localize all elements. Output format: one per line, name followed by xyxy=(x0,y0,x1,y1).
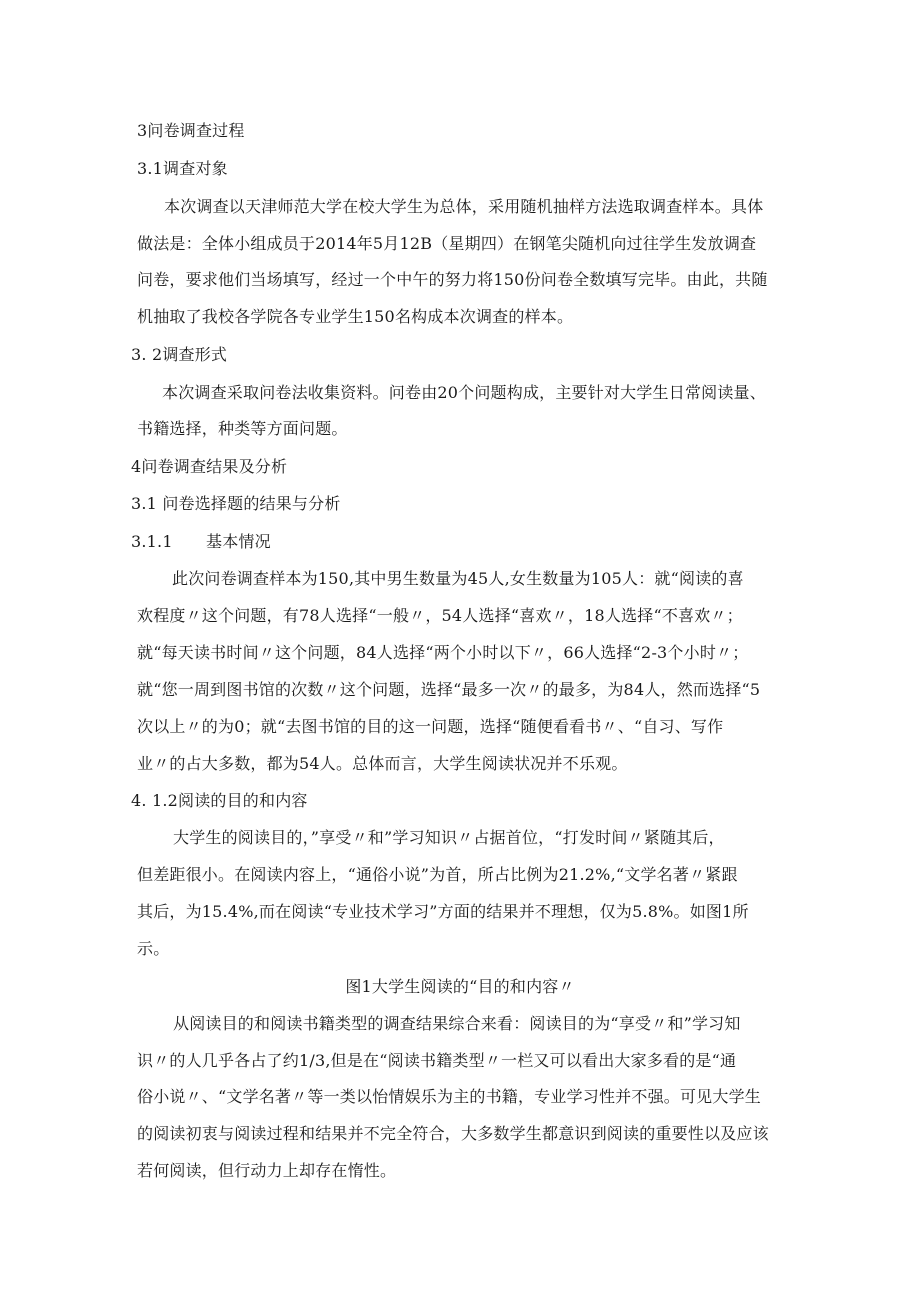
section-3-heading: 3问卷调查过程 xyxy=(137,121,245,140)
paragraph-line: 其后，为15.4%,而在阅读“专业技术学习”方面的结果并不理想，仅为5.8%。如图1所 xyxy=(137,902,749,921)
figure-caption: 图1大学生阅读的“目的和内容〃 xyxy=(345,977,575,996)
paragraph-line: 就“您一周到图书馆的次数〃这个问题，选择“最多一次〃的最多，为84人，然而选择“5 xyxy=(137,680,761,699)
section-4-heading: 4问卷调查结果及分析 xyxy=(131,457,288,476)
paragraph-line: 就“每天读书时间〃这个问题，84人选择“两个小时以下〃，66人选择“2-3个小时〃； xyxy=(137,643,749,662)
paragraph-line: 业〃的占大多数，都为54人。总体而言，大学生阅读状况并不乐观。 xyxy=(137,754,628,773)
paragraph-line: 做法是：全体小组成员于2014年5月12B（星期四）在钢笔尖随机向过往学生发放调查 xyxy=(137,234,757,253)
section-3-2-heading: 3. 2调查形式 xyxy=(131,345,228,364)
paragraph-line: 若何阅读，但行动力上却存在惰性。 xyxy=(137,1161,397,1180)
paragraph-line: 但差距很小。在阅读内容上，“通俗小说”为首，所占比例为21.2%,“文学名著〃紧跟 xyxy=(137,865,738,884)
section-4-1-1-number: 3.1.1 xyxy=(131,532,173,551)
paragraph-line: 问卷，要求他们当场填写，经过一个中午的努力将150份问卷全数填写完毕。由此，共随 xyxy=(137,270,768,289)
section-4-1-heading: 3.1 问卷选择题的结果与分析 xyxy=(131,494,341,513)
section-4-1-2-heading: 4. 1.2阅读的目的和内容 xyxy=(131,791,308,810)
paragraph-line: 欢程度〃这个问题，有78人选择“一般〃，54人选择“喜欢〃，18人选择“不喜欢〃； xyxy=(137,606,743,625)
section-3-1-heading: 3.1调查对象 xyxy=(137,159,228,178)
paragraph-line: 书籍选择，种类等方面问题。 xyxy=(137,419,348,438)
paragraph-line: 大学生的阅读目的，”享受〃和”学习知识〃占据首位，“打发时间〃紧随其后， xyxy=(173,828,725,847)
paragraph-line: 此次问卷调查样本为150,其中男生数量为45人,女生数量为105人：就“阅读的喜 xyxy=(172,569,744,588)
paragraph-line: 机抽取了我校各学院各专业学生150名构成本次调查的样本。 xyxy=(137,307,574,326)
paragraph-line: 示。 xyxy=(137,939,170,958)
paragraph-line: 本次调查采取问卷法收集资料。问卷由20个问题构成，主要针对大学生日常阅读量、 xyxy=(162,383,766,402)
paragraph-line: 本次调查以天津师范大学在校大学生为总体，采用随机抽样方法选取调查样本。具体 xyxy=(164,197,764,216)
paragraph-line: 识〃的人几乎各占了约1/3,但是在“阅读书籍类型〃一栏又可以看出大家多看的是“通 xyxy=(137,1051,737,1070)
paragraph-line: 俗小说〃、“文学名著〃等一类以怡情娱乐为主的书籍，专业学习性并不强。可见大学生 xyxy=(137,1087,761,1106)
paragraph-line: 从阅读目的和阅读书籍类型的调查结果综合来看：阅读目的为“享受〃和”学习知 xyxy=(173,1014,741,1033)
paragraph-line: 次以上〃的为0；就“去图书馆的目的这一问题，选择“随便看看书〃、“自习、写作 xyxy=(137,717,724,736)
paragraph-line: 的阅读初衷与阅读过程和结果并不完全符合，大多数学生都意识到阅读的重要性以及应该 xyxy=(137,1124,769,1143)
section-4-1-1-title: 基本情况 xyxy=(206,532,271,551)
